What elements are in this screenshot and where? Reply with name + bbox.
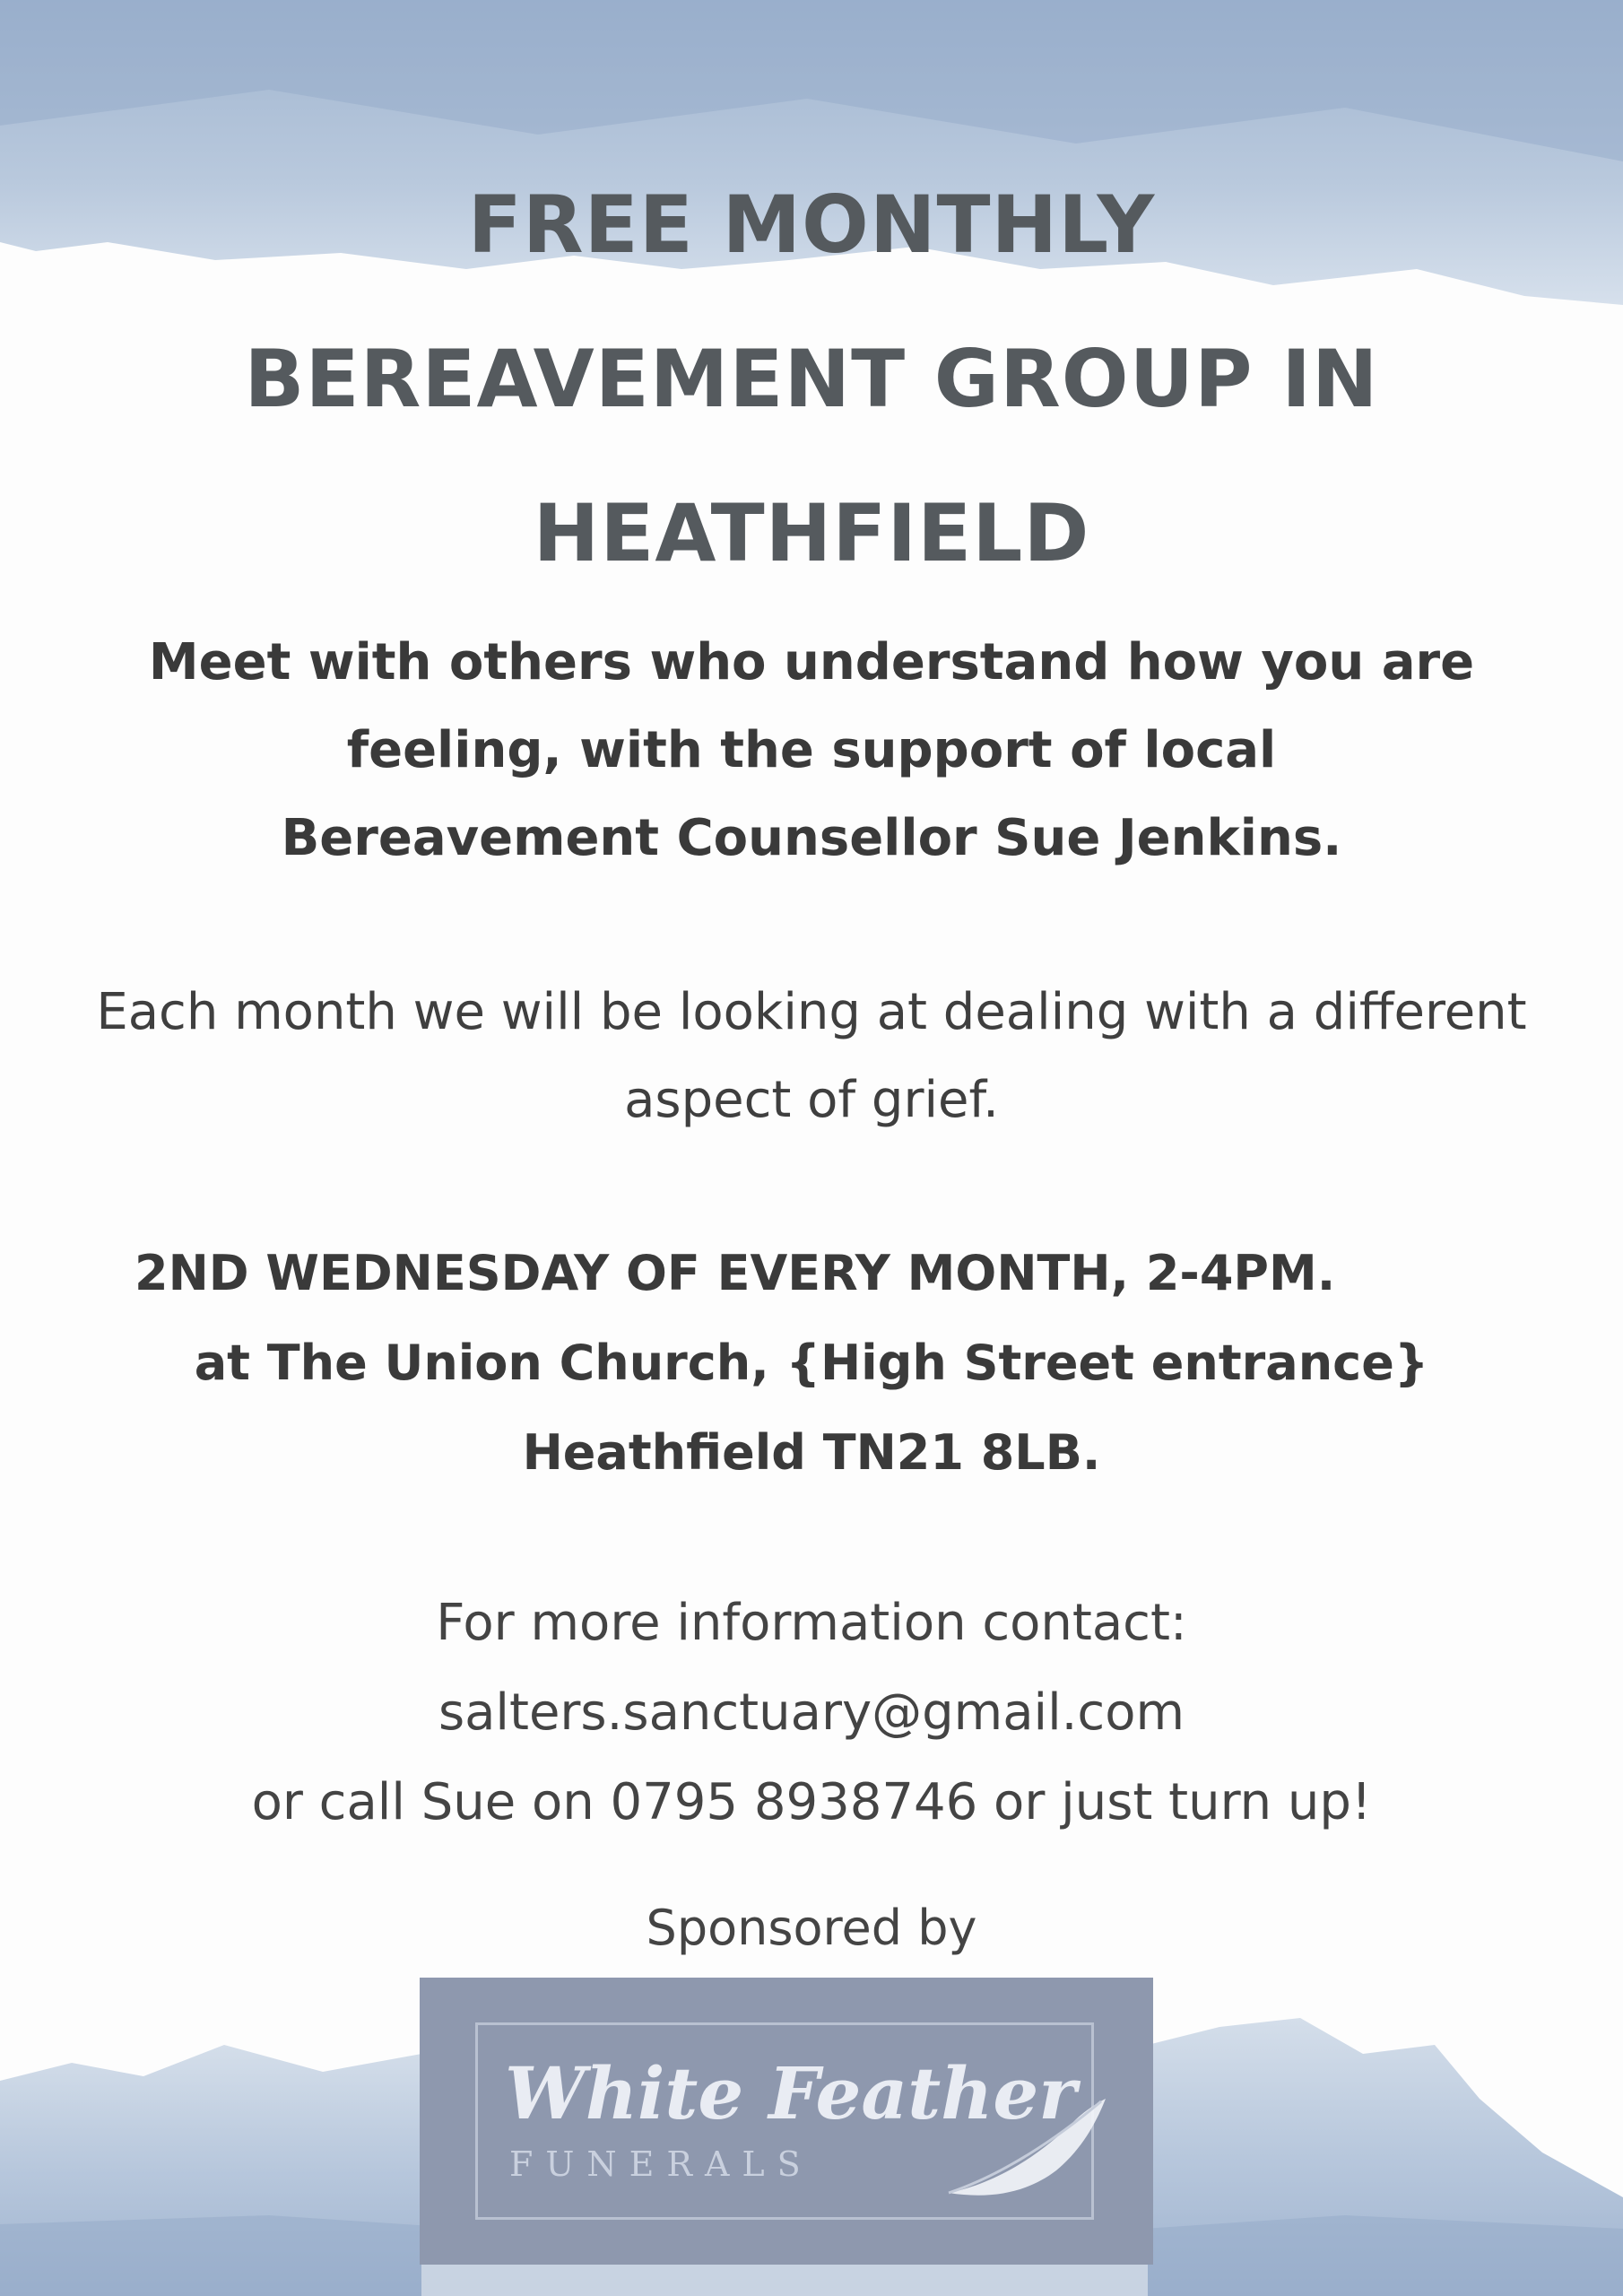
sponsored-label: Sponsored by	[646, 1900, 977, 1956]
meeting-schedule: 2ND WEDNESDAY OF EVERY MONTH, 2-4PM.	[135, 1245, 1336, 1301]
sponsor-logo	[420, 1978, 1153, 2265]
intro-paragraph	[0, 619, 1623, 883]
title-line-3: HEATHFIELD	[533, 487, 1090, 579]
body-line-2: aspect of grief.	[624, 1071, 999, 1129]
intro-line-2: feeling, with the support of local	[346, 721, 1277, 779]
contact-section	[0, 1578, 1623, 1848]
contact-email: salters.sanctuary@gmail.com	[438, 1683, 1185, 1742]
body-paragraph	[0, 969, 1623, 1144]
title-line-2: BEREAVEMENT GROUP IN	[244, 333, 1379, 425]
title-line-1: FREE MONTHLY	[467, 178, 1156, 271]
contact-phone: or call Sue on 0795 8938746 or just turn up!	[251, 1773, 1372, 1831]
contact-heading: For more information contact:	[436, 1594, 1187, 1652]
intro-line-3: Bereavement Counsellor Sue Jenkins.	[281, 809, 1342, 867]
page-title	[0, 148, 1623, 611]
sponsor-subtitle: FUNERALS	[509, 2144, 813, 2184]
sponsor-name: White Feather	[505, 2051, 1077, 2135]
meeting-details	[0, 1229, 1623, 1498]
feather-icon	[940, 2085, 1110, 2211]
body-line-1: Each month we will be looking at dealing with a different	[96, 983, 1527, 1041]
intro-line-1: Meet with others who understand how you are	[148, 633, 1475, 691]
meeting-address: Heathfield TN21 8LB.	[522, 1424, 1101, 1481]
meeting-venue: at The Union Church, {High Street entrance}	[194, 1335, 1429, 1391]
